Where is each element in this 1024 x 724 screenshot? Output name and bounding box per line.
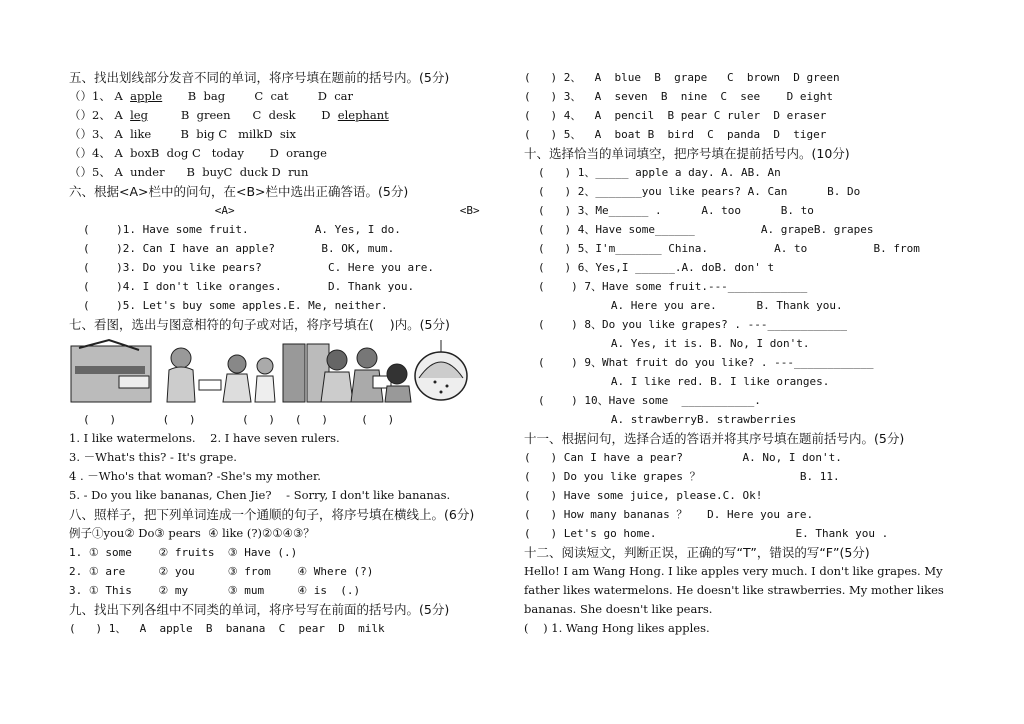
sec9-item: ( ) 5、 A boat B bird C panda D tiger <box>524 128 827 141</box>
sec12-item: ( ) 1. Wang Hong likes apples. <box>524 621 710 635</box>
sec11-item: ( ) Can I have a pear? A. No, I don't. <box>524 451 842 464</box>
sec7-option: 1. I like watermelons. 2. I have seven rulers. <box>69 431 340 445</box>
opt-letter: A <box>114 108 123 122</box>
sec6-item: ( )1. Have some fruit. A. Yes, I do. <box>83 223 401 236</box>
sec5-item-5 <box>69 163 509 182</box>
word: today <box>211 146 244 160</box>
sec10-options: A. I like red. B. I like oranges. <box>538 375 830 388</box>
section-11-title: 十一、根据问句，选择合适的答语并将其序号填在题前括号内。(5分) <box>524 431 905 446</box>
sec10-item: ( ) 3、Me______ . A. too B. to <box>538 204 814 217</box>
section-9-title: 九、找出下列各组中不同类的单词，将序号写在前面的括号内。(5分) <box>69 602 450 617</box>
sec6-item: ( )2. Can I have an apple? B. OK, mum. <box>83 242 395 255</box>
opt-letter: A <box>114 89 123 103</box>
opt-letter: B <box>186 165 195 179</box>
word: under <box>130 165 165 179</box>
sec6-item: ( )3. Do you like pears? C. Here you are. <box>83 261 434 274</box>
sec7-answer-blanks: ( ) ( ) ( ) ( ) ( ) <box>83 413 395 426</box>
word: elephant <box>337 108 389 122</box>
word: cat <box>270 89 289 103</box>
sec10-item: ( ) 1、_____ apple a day. A. AB. An <box>538 166 781 179</box>
word: green <box>196 108 231 122</box>
sec5-item-1 <box>69 87 509 106</box>
section-7-title: 七、看图，选出与图意相符的句子或对话，将序号填在( )内。(5分) <box>69 317 450 332</box>
sec8-example: 例子①you② Do③ pears ④ like (?)②①④③？ <box>69 526 315 540</box>
word: car <box>334 89 354 103</box>
sec6-column-headers <box>69 201 509 220</box>
sec9-item: ( ) 1、 A apple B banana C pear D milk <box>69 622 385 635</box>
sec10-item: ( ) 7、Have some fruit.---____________ <box>538 280 808 293</box>
sec10-item: ( ) 8、Do you like grapes? . ---____________ <box>538 318 848 331</box>
reading-passage: Hello! I am Wang Hong. I like apples very much. I don't like grapes. My father likes watermelons. He doesn't like strawberries. My mother likes bananas. She doesn't like pears. <box>524 564 944 616</box>
right-column <box>524 68 964 638</box>
sec5-item-4 <box>69 144 509 163</box>
opt-letter: D <box>321 108 331 122</box>
item-number: （）3、 <box>69 127 111 141</box>
word: run <box>288 165 309 179</box>
sec7-option: 5. - Do you like bananas, Chen Jie? - Sorry, I don't like bananas. <box>69 488 451 502</box>
word: orange <box>286 146 327 160</box>
sec10-options: A. Yes, it is. B. No, I don't. <box>538 337 810 350</box>
opt-letter: C <box>252 108 262 122</box>
sec11-item: ( ) Do you like grapes ？ B. 11. <box>524 470 840 483</box>
sec10-item: ( ) 2、_______you like pears? A. Can B. Do <box>538 185 861 198</box>
opt-letter: B <box>187 89 197 103</box>
word: duck D <box>239 165 281 179</box>
sec6-item: ( )5. Let's buy some apples.E. Me, neither. <box>83 299 388 312</box>
word: milkD <box>238 127 273 141</box>
word: buyC <box>202 165 233 179</box>
left-column <box>69 68 509 638</box>
sec10-item: ( ) 5、I'm_______ China. A. to B. from <box>538 242 920 255</box>
sec10-item: ( ) 9、What fruit do you like? . ---____________ <box>538 356 874 369</box>
sec8-item: 3. ① This ② my ③ mum ④ is (.) <box>69 584 361 597</box>
sec10-item: ( ) 10、Have some ___________. <box>538 394 761 407</box>
section-7-picture-strip <box>69 336 499 406</box>
column-b-header: <B> <box>459 204 480 217</box>
section-10-title: 十、选择恰当的单词填空，把序号填在提前括号内。(10分) <box>524 146 850 161</box>
word: leg <box>130 108 148 122</box>
word: bag <box>203 89 226 103</box>
word: like <box>130 127 152 141</box>
sec5-item-2 <box>69 106 509 125</box>
word: six <box>279 127 296 141</box>
section-12-title: 十二、阅读短文，判断正误，正确的写“T”，错误的写“F”(5分) <box>524 545 870 560</box>
item-number: （）1、 <box>69 89 111 103</box>
sec7-option: 4 . －Who's that woman? -She's my mother. <box>69 469 321 483</box>
opt-letter: D <box>317 89 327 103</box>
word: boxB <box>130 146 160 160</box>
item-number: （）4、 <box>69 146 111 160</box>
sec10-options: A. Here you are. B. Thank you. <box>538 299 843 312</box>
sec8-item: 1. ① some ② fruits ③ Have (.) <box>69 546 298 559</box>
sec10-options: A. strawberryB. strawberries <box>538 413 797 426</box>
opt-letter: A <box>114 146 123 160</box>
word: desk <box>268 108 296 122</box>
sec9-item: ( ) 3、 A seven B nine C see D eight <box>524 90 834 103</box>
section-6-title: 六、根据<A>栏中的问句，在<B>栏中选出正确答语。(5分) <box>69 184 409 199</box>
opt-letter: A <box>114 165 123 179</box>
word: dog C <box>166 146 201 160</box>
cartoon-illustration <box>69 336 469 406</box>
sec8-item: 2. ① are ② you ③ from ④ Where (?) <box>69 565 374 578</box>
sec11-item: ( ) Have some juice, please.C. Ok! <box>524 489 763 502</box>
section-8-title: 八、照样子，把下列单词连成一个通顺的句子，将序号填在横线上。(6分) <box>69 507 475 522</box>
sec10-item: ( ) 4、Have some______ A. grapeB. grapes <box>538 223 874 236</box>
item-number: （）2、 <box>69 108 111 122</box>
opt-letter: B <box>180 108 190 122</box>
opt-letter: D <box>269 146 279 160</box>
sec10-item: ( ) 6、Yes,I ______.A. doB. don' t <box>538 261 775 274</box>
sec11-item: ( ) Let's go home. E. Thank you . <box>524 527 889 540</box>
sec9-item: ( ) 2、 A blue B grape C brown D green <box>524 71 840 84</box>
column-a-header: <A> <box>214 204 235 217</box>
sec7-option: 3. －What's this? - It's grape. <box>69 450 237 464</box>
opt-letter: C <box>254 89 264 103</box>
sec6-item: ( )4. I don't like oranges. D. Thank you. <box>83 280 415 293</box>
section-5-title: 五、找出划线部分发音不同的单词，将序号填在题前的括号内。(5分) <box>69 70 450 85</box>
opt-letter: B <box>180 127 189 141</box>
item-number: （）5、 <box>69 165 111 179</box>
word: apple <box>130 89 163 103</box>
sec5-item-3 <box>69 125 509 144</box>
word: big C <box>196 127 228 141</box>
opt-letter: A <box>114 127 123 141</box>
sec11-item: ( ) How many bananas ？ D. Here you are. <box>524 508 814 521</box>
sec9-item: ( ) 4、 A pencil B pear C ruler D eraser <box>524 109 827 122</box>
